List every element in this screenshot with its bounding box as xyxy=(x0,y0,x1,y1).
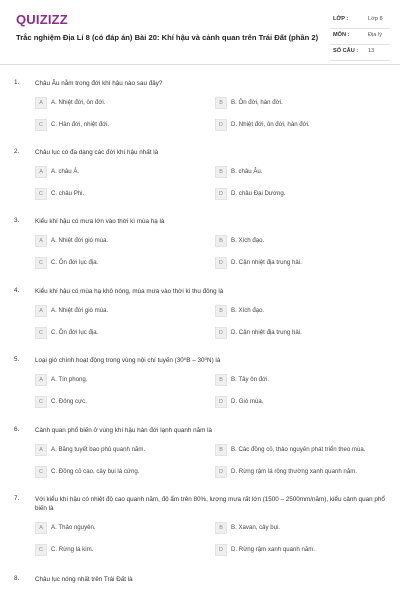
question-text: Kiểu khí hậu có mùa hạ khô nóng, mùa mưa vào thời kì thu đông là xyxy=(35,288,224,295)
meta-row-class xyxy=(330,13,390,29)
question-text: Kiểu khí hậu có mưa lớn vào thời kì mùa hạ là xyxy=(35,218,165,225)
option-text: C. Rừng lá kim. xyxy=(51,546,94,553)
option-text: D. Rừng rậm xanh quanh năm. xyxy=(231,546,316,553)
answer-option-a[interactable] xyxy=(35,166,205,178)
question-number: 4. xyxy=(14,287,20,294)
option-text: B. Xavan, cây bụi. xyxy=(231,524,281,531)
option-letter-badge: C xyxy=(35,544,47,556)
question-number: 5. xyxy=(14,356,20,363)
option-letter-badge: C xyxy=(35,119,47,131)
answer-option-d[interactable] xyxy=(215,188,385,200)
meta-value: Lớp 8 xyxy=(368,16,383,22)
meta-label: LỚP : xyxy=(333,16,349,22)
question-number: 7. xyxy=(14,495,20,502)
meta-table xyxy=(330,13,390,61)
question-number: 3. xyxy=(14,217,20,224)
option-text: C. Đồng cỏ cao, cây bụi lá cứng. xyxy=(51,468,140,475)
option-text: A. Tín phong. xyxy=(51,376,88,383)
question-text: Loại gió chính hoạt động trong vùng nội chí tuyến (30⁰B – 30⁰N) là xyxy=(35,357,221,364)
question-text: Châu lục nóng nhất trên Trái Đất là xyxy=(35,576,133,583)
answer-option-c[interactable] xyxy=(35,188,205,200)
question-number: 1. xyxy=(14,79,20,86)
question-text: Cảnh quan phổ biến ở vùng khí hậu hàn đới lạnh quanh năm là xyxy=(35,427,213,434)
option-letter-badge: A xyxy=(35,522,47,534)
option-letter-badge: A xyxy=(35,374,47,386)
meta-label: SỐ CÂU : xyxy=(333,48,359,54)
answer-option-c[interactable] xyxy=(35,544,205,556)
option-letter-badge: C xyxy=(35,327,47,339)
answer-option-b[interactable] xyxy=(215,522,385,534)
answer-option-c[interactable] xyxy=(35,327,205,339)
document-title: Trắc nghiệm Địa Lí 8 (có đáp án) Bài 20: Khí hậu và cảnh quan trên Trái Đất (phần 2) xyxy=(16,33,319,42)
question-number: 2. xyxy=(14,148,20,155)
option-letter-badge: C xyxy=(35,396,47,408)
option-letter-badge: D xyxy=(215,327,227,339)
option-text: A. Nhiệt đới gió mùa. xyxy=(51,307,109,314)
option-letter-badge: C xyxy=(35,466,47,478)
option-letter-badge: D xyxy=(215,188,227,200)
option-letter-badge: A xyxy=(35,305,47,317)
answer-option-d[interactable] xyxy=(215,257,385,269)
option-text: C. Đông cực. xyxy=(51,398,87,405)
answer-option-a[interactable] xyxy=(35,374,205,386)
answer-option-a[interactable] xyxy=(35,522,205,534)
option-letter-badge: B xyxy=(215,97,227,109)
option-letter-badge: B xyxy=(215,166,227,178)
option-text: D. Cận nhiệt địa trung hải. xyxy=(231,329,302,336)
answer-option-b[interactable] xyxy=(215,305,385,317)
option-letter-badge: B xyxy=(215,374,227,386)
answer-option-a[interactable] xyxy=(35,97,205,109)
answer-option-c[interactable] xyxy=(35,466,205,478)
option-text: C. Ôn đới lục địa. xyxy=(51,329,99,336)
answer-option-a[interactable] xyxy=(35,305,205,317)
option-text: D. Gió mùa. xyxy=(231,398,264,405)
answer-option-b[interactable] xyxy=(215,97,385,109)
worksheet-header xyxy=(0,0,400,65)
meta-row-subject xyxy=(330,29,390,45)
answer-option-d[interactable] xyxy=(215,396,385,408)
option-letter-badge: D xyxy=(215,119,227,131)
option-text: B. Các đồng cỏ, thảo nguyên phát triển theo mùa. xyxy=(231,446,366,453)
option-text: A. Nhiệt đới, ôn đới. xyxy=(51,99,106,106)
answer-option-d[interactable] xyxy=(215,327,385,339)
answer-option-b[interactable] xyxy=(215,166,385,178)
meta-row-count xyxy=(330,45,390,61)
answer-option-b[interactable] xyxy=(215,444,385,456)
option-letter-badge: D xyxy=(215,257,227,269)
option-text: B. Xích đạo. xyxy=(231,237,265,244)
answer-option-d[interactable] xyxy=(215,466,385,478)
option-text: B. Xích đạo. xyxy=(231,307,265,314)
option-text: C. Hàn đới, nhiệt đới. xyxy=(51,121,110,128)
answer-option-a[interactable] xyxy=(35,444,205,456)
answer-option-c[interactable] xyxy=(35,396,205,408)
question-number: 6. xyxy=(14,426,20,433)
meta-value: 13 xyxy=(368,48,375,54)
option-letter-badge: A xyxy=(35,97,47,109)
answer-option-c[interactable] xyxy=(35,257,205,269)
meta-value: Địa lý xyxy=(368,32,382,38)
option-text: A. Nhiệt đới gió mùa. xyxy=(51,237,109,244)
answer-option-d[interactable] xyxy=(215,544,385,556)
question-text: Châu Âu nằm trong đới khí hậu nào sau đây? xyxy=(35,80,163,87)
answer-option-c[interactable] xyxy=(35,119,205,131)
option-text: B. Tây ôn đới. xyxy=(231,376,270,383)
answer-option-b[interactable] xyxy=(215,235,385,247)
meta-label: MÔN : xyxy=(333,32,350,38)
option-letter-badge: B xyxy=(215,522,227,534)
option-letter-badge: B xyxy=(215,305,227,317)
option-letter-badge: A xyxy=(35,235,47,247)
option-text: C. châu Phi. xyxy=(51,190,85,197)
option-letter-badge: B xyxy=(215,444,227,456)
option-letter-badge: A xyxy=(35,444,47,456)
option-letter-badge: D xyxy=(215,544,227,556)
question-text: Châu lục có đa dạng các đới khí hậu nhất là xyxy=(35,149,159,156)
option-letter-badge: C xyxy=(35,188,47,200)
option-text: A. Băng tuyết bao phủ quanh năm. xyxy=(51,446,146,453)
option-letter-badge: B xyxy=(215,235,227,247)
option-letter-badge: D xyxy=(215,466,227,478)
answer-option-d[interactable] xyxy=(215,119,385,131)
option-text: D. Cận nhiệt địa trung hải. xyxy=(231,259,302,266)
option-text: C. Ôn đới lục địa. xyxy=(51,259,99,266)
option-text: A. Thảo nguyên. xyxy=(51,524,96,531)
option-letter-badge: A xyxy=(35,166,47,178)
option-text: D. châu Đại Dương. xyxy=(231,190,286,197)
option-text: B. châu Âu. xyxy=(231,168,263,175)
question-text: Với kiểu khí hậu có nhiệt độ cao quanh năm, độ ẩm trên 80%, lượng mưa rất lớn (1500 – 2500mm/năm), kiểu cảnh quan phổ biến là xyxy=(35,496,385,512)
option-text: D. Rừng rậm lá rộng thường xanh quanh năm. xyxy=(231,468,357,475)
option-text: D. Nhiệt đới, ôn đới, hàn đới. xyxy=(231,121,310,128)
option-text: A. châu Á. xyxy=(51,168,80,175)
answer-option-b[interactable] xyxy=(215,374,385,386)
option-letter-badge: C xyxy=(35,257,47,269)
question-number: 8. xyxy=(14,575,20,582)
brand-logo: QUIZIZZ xyxy=(16,12,68,27)
option-text: B. Ôn đới, hàn đới. xyxy=(231,99,283,106)
answer-option-a[interactable] xyxy=(35,235,205,247)
option-letter-badge: D xyxy=(215,396,227,408)
